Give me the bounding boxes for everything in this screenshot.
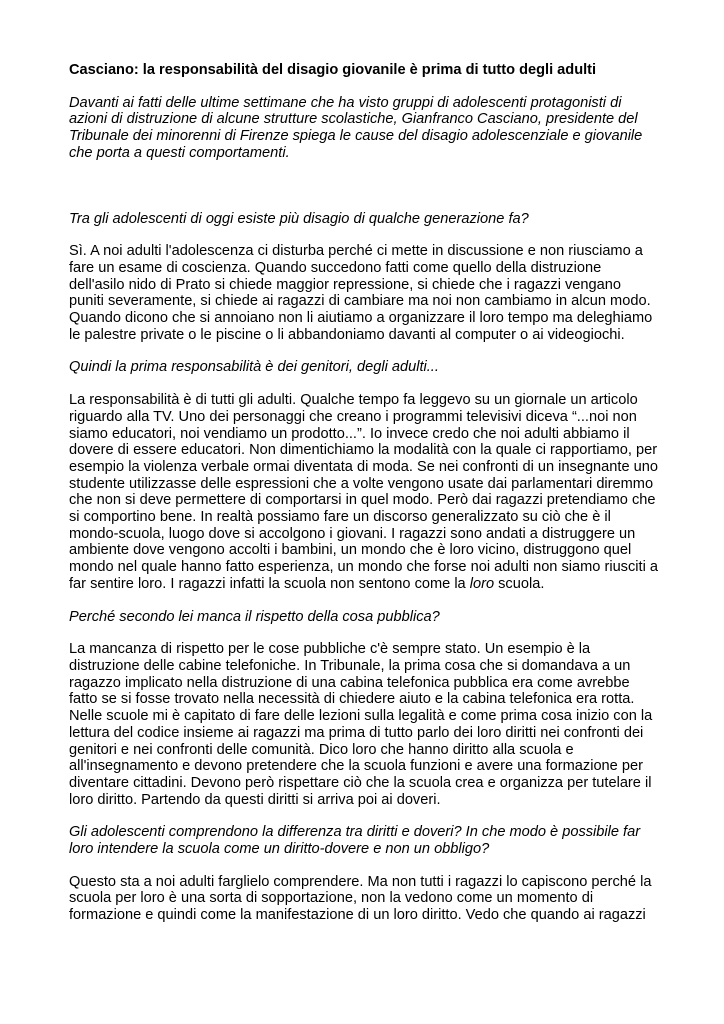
article-lead: Davanti ai fatti delle ultime settimane che ha visto gruppi di adolescenti protagonisti di azioni di distruzione di alcune strutture scolastiche, Gianfranco Casciano, presidente del Tribunale dei minorenni di Firenze spiega le cause del disagio adolescenziale e giovanile che porta a questi comportamenti. (69, 94, 643, 161)
answer-1: Sì. A noi adulti l'adolescenza ci disturba perché ci mette in discussione e non riusciamo a fare un esame di coscienza. Quando succedono fatti come quello della distruzione dell'asilo nido di Prato si chiede maggior repressione, si chiede che i ragazzi vengano puniti severamente, si chiede ai ragazzi di cambiare ma noi non cambiamo in alcun modo. Quando dicono che si annoiano non li aiutiamo a organizzare il loro tempo ma deleghiamo le palestre private o le piscine o li abbandoniamo davanti al computer o ai videogiochi. (69, 243, 653, 343)
question-1: Tra gli adolescenti di oggi esiste più disagio di qualche generazione fa? (69, 210, 529, 227)
answer-2 (69, 392, 659, 592)
answer-3: La mancanza di rispetto per le cose pubbliche c'è sempre stato. Un esempio è la distruzione delle cabine telefoniche. In Tribunale, la prima cosa che si domandava a un ragazzo implicato nella distruzione di una cabina telefonica pubblica era come avrebbe fatto se si fosse trovato nella necessità di chiedere aiuto e la cabina telefonica era rotta. Nelle scuole mi è capitato di fare delle lezioni sulla legalità e come prima cosa inizio con la lettura del codice insieme ai ragazzi ma prima di tutto parlo dei loro diritti nei confronti dei genitori e nei confronti delle comunità. Dico loro che hanno diritto alla scuola e all'insegnamento e devono pretendere che la scuola funzioni e avere una formazione per diventare cittadini. Devono però rispettare ciò che la scuola crea e organizza per tutelare il loro diritto. Partendo da questi diritti si arriva poi ai doveri. (69, 641, 653, 808)
answer-2-emphasis: loro (469, 575, 495, 592)
question-3: Perché secondo lei manca il rispetto della cosa pubblica? (69, 608, 440, 625)
document-page (69, 62, 659, 924)
answer-4: Questo sta a noi adulti farglielo comprendere. Ma non tutti i ragazzi lo capiscono perché la scuola per loro è una sorta di sopportazione, non la vedono come un momento di formazione e quindi come la manifestazione di un loro diritto. Vedo che quando ai ragazzi (69, 873, 652, 924)
article-title: Casciano: la responsabilità del disagio giovanile è prima di tutto degli adulti (69, 62, 597, 78)
question-2: Quindi la prima responsabilità è dei genitori, degli adulti... (69, 359, 439, 376)
question-4: Gli adolescenti comprendono la differenza tra diritti e doveri? In che modo è possibile far loro intendere la scuola come un diritto-dovere e non un obbligo? (69, 824, 641, 858)
answer-2-text-end: scuola. (494, 575, 545, 592)
answer-2-text: La responsabilità è di tutti gli adulti. Qualche tempo fa leggevo su un giornale un articolo riguardo alla TV. Uno dei personaggi che creano i programmi televisivi diceva “...noi non siamo educatori, noi vendiamo un prodotto...”. Io invece credo che noi adulti abbiamo il dovere di essere educatori. Non dimentichiamo la modalità con la quale ci rapportiamo, per esempio la violenza verbale ormai diventata di moda. Se nei confronti di un insegnante uno studente utilizzasse delle espressioni che a volte vengono usate dai parlamentari diremmo che non si deve permettere di comportarsi in quel modo. Però dai ragazzi pretendiamo che si comportino bene. In realtà possiamo fare un discorso generalizzato su ciò che è il mondo-scuola, luogo dove si accolgono i giovani. I ragazzi sono andati a distruggere un ambiente dove vengono accolti i bambini, un mondo che è loro vicino, distruggono quel mondo nel quale hanno fatto esperienza, un mondo che forse noi adulti non siamo riusciti a far sentire loro. I ragazzi infatti la scuola non sentono come la (69, 392, 658, 592)
